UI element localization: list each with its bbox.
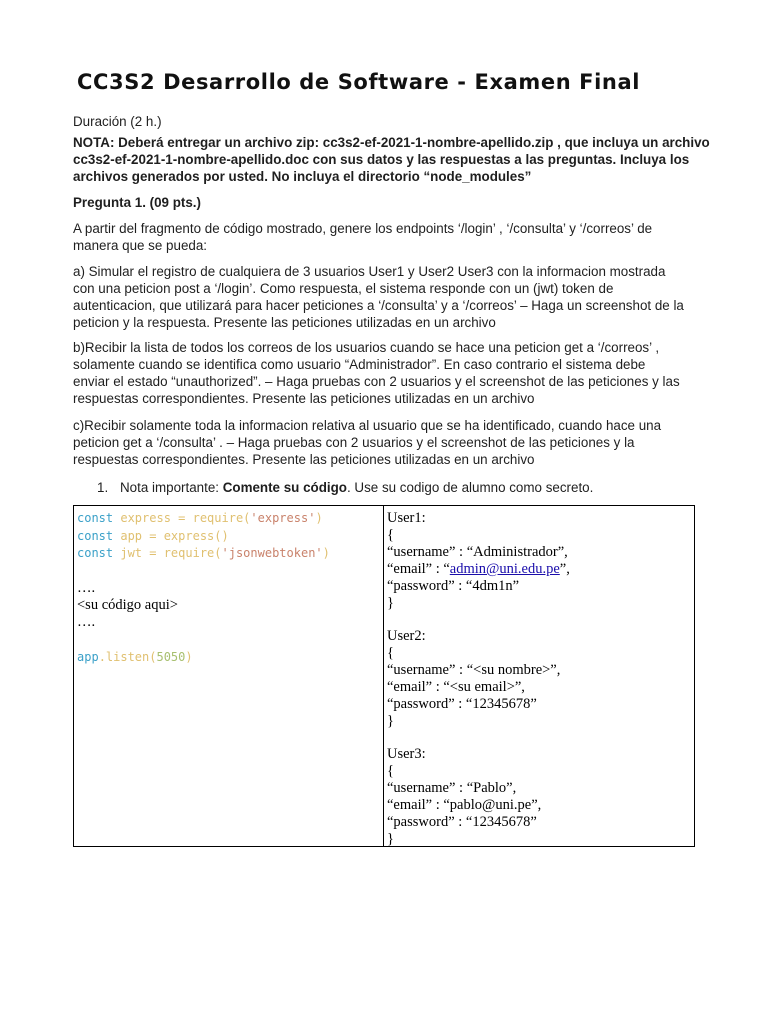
part-b-line: respuestas correspondientes. Presente las peticiones utilizadas en un archivo — [73, 391, 535, 406]
nota-paragraph — [73, 134, 713, 185]
part-b-line: solamente cuando se identifica como usuario “Administrador”. En caso contrario el sistema debe — [73, 357, 646, 372]
brace-open: { — [387, 645, 394, 661]
username-line: “username” : “Administrador”, — [387, 544, 568, 560]
code-ellipsis: …. — [77, 614, 96, 630]
users-cell — [384, 506, 694, 846]
password-line: “password” : “12345678” — [387, 696, 537, 712]
part-c-line: peticion get a ‘/consulta’ . – Haga pruebas con 2 usuarios y el screenshot de las peticiones y la — [73, 435, 635, 450]
brace-open: { — [387, 763, 394, 779]
part-a-line: a) Simular el registro de cualquiera de 3 usuarios User1 y User2 User3 con la informacion mostrada — [73, 264, 666, 279]
intro-line: manera que se pueda: — [73, 238, 208, 253]
part-b-line: enviar el estado “unauthorized”. – Haga pruebas con 2 usuarios y el screenshot de las peticiones y las — [73, 374, 680, 389]
user-label: User2: — [387, 628, 426, 644]
code-line: const jwt = require('jsonwebtoken') — [77, 546, 330, 560]
note-list-item — [97, 479, 593, 496]
duration-text: Duración (2 h.) — [73, 114, 162, 129]
part-c-line: respuestas correspondientes. Presente las peticiones utilizadas en un archivo — [73, 452, 535, 467]
nota-line: cc3s2-ef-2021-1-nombre-apellido.doc con sus datos y las respuestas a las preguntas. Incluya los — [73, 152, 690, 167]
email-line: “email” : “pablo@uni.pe”, — [387, 797, 542, 813]
nota-line: NOTA: Deberá entregar un archivo zip: cc3s2-ef-2021-1-nombre-apellido.zip , que incluya un archivo — [73, 135, 710, 150]
code-line-listen: app.listen(5050) — [77, 649, 193, 664]
email-line: “email” : “<su email>”, — [387, 679, 525, 695]
part-a-line: peticion y la respuesta. Presente las peticiones utilizadas en un archivo — [73, 315, 496, 330]
user-block — [387, 510, 691, 612]
intro-line: A partir del fragmento de código mostrado, genere los endpoints ‘/login’ , ‘/consulta’ y ‘/correos’ de — [73, 221, 653, 236]
code-line: const express = require('express') — [77, 511, 323, 525]
email-link[interactable]: admin@uni.edu.pe — [449, 561, 560, 577]
part-b-line: b)Recibir la lista de todos los correos de los usuarios cuando se hace una peticion get a ‘/correos’ , — [73, 340, 660, 355]
user-label: User1: — [387, 510, 426, 526]
note-bold: Comente su código — [222, 480, 347, 495]
brace-open: { — [387, 527, 394, 543]
question-heading: Pregunta 1. (09 pts.) — [73, 195, 201, 210]
brace-close: } — [387, 831, 394, 847]
code-ellipsis: …. — [77, 580, 96, 596]
part-c-line: c)Recibir solamente toda la informacion relativa al usuario que se ha identificado, cuando hace una — [73, 418, 662, 433]
nota-line: archivos generados por usted. No incluya el directorio “node_modules” — [73, 169, 532, 184]
password-line: “password” : “4dm1n” — [387, 578, 520, 594]
code-line: const app = express() — [77, 528, 229, 543]
user-label: User3: — [387, 746, 426, 762]
user-block — [387, 746, 691, 848]
username-line: “username” : “<su nombre>”, — [387, 662, 561, 678]
code-users-table — [73, 505, 695, 847]
intro-paragraph — [73, 220, 713, 254]
list-number: 1. — [97, 480, 109, 495]
part-a-paragraph — [73, 263, 713, 331]
part-a-line: autenticacion, que utilizará para hacer peticiones a ‘/consulta’ y a ‘/correos’ – Haga un screenshot de la — [73, 298, 684, 313]
part-a-line: con una peticion post a ‘/login’. Como respuesta, el sistema responde con un (jwt) token de — [73, 281, 614, 296]
user-block — [387, 628, 691, 730]
note-prefix: Nota importante: — [120, 480, 223, 495]
code-blank-line — [77, 631, 380, 649]
note-suffix: . Use su codigo de alumno como secreto. — [346, 480, 594, 495]
password-line: “password” : “12345678” — [387, 814, 537, 830]
code-blank-line — [77, 563, 380, 581]
brace-close: } — [387, 713, 394, 729]
username-line: “username” : “Pablo”, — [387, 780, 517, 796]
part-c-paragraph — [73, 417, 713, 468]
brace-close: } — [387, 595, 394, 611]
code-placeholder: <su código aqui> — [77, 597, 178, 613]
exam-title: CC3S2 Desarrollo de Software - Examen Final — [77, 70, 641, 94]
part-b-paragraph — [73, 339, 713, 407]
code-cell — [74, 506, 384, 846]
email-line: “email” : “admin@uni.edu.pe”, — [387, 561, 570, 577]
